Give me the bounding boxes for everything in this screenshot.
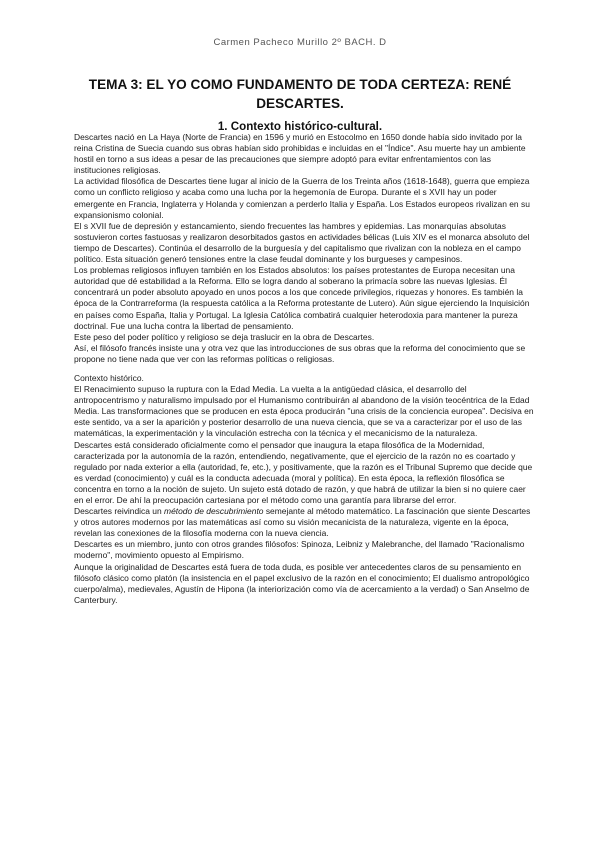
- paragraph-context-heading: Contexto histórico.: [74, 372, 144, 383]
- paragraph-birth: Descartes nació en La Haya (Norte de Francia) en 1596 y murió en Estocolmo en 1650 donde había sido invitado por la reina Cristina de Suecia cuando sus obras habían sido prohibidas e incluidas en el "Índice". Asu muerte hay un ambiente hostil en torno a sus ideas a pesar de las precauciones que siempre adoptó para evitar enfrentamientos con las instituciones religiosas.: [74, 132, 526, 176]
- method-text-before: Descartes reivindica un: [74, 506, 165, 517]
- paragraph-reform-of-knowledge: Así, el filósofo francés insiste una y otra vez que las introducciones de sus obras que la reforma del conocimiento que se propone no tiene nada que ver con las reformas políticas o religiosas.: [74, 342, 526, 364]
- paragraph-rationalism: Descartes es un miembro, junto con otros grandes filósofos: Spinoza, Leibniz y Malebranche, del llamado "Racionalismo moderno", movimiento opuesto al Empirismo.: [74, 539, 525, 561]
- author-header: Carmen Pacheco Murillo 2º BACH. D: [213, 37, 387, 48]
- paragraph-political-weight: Este peso del poder político y religioso se deja traslucir en la obra de Descartes.: [74, 331, 375, 342]
- paragraph-seventeenth-century: El s XVII fue de depresión y estancamiento, siendo frecuentes las hambres y epidemias. Las monarquías absolutas sostuvieron cortes fastuosas y realizaron desorbitados gastos en actividades bélicas (Luis XIV es el monarca absoluto del tiempo de Descartes). Continúa el desarrollo de la burguesía y del capitalismo que rivalizan con la nobleza en el campo político. Esta situación generó tensiones entre la clase feudal dominante y los burgueses y campesinos.: [74, 220, 530, 265]
- paragraph-antecedents: Aunque la originalidad de Descartes está fuera de toda duda, es posible ver antecedentes claros de su pensamiento en filósofo clásico como platón (la insistencia en el papel exclusivo de la razón en el conocimiento; El dualismo antropológico cuerpo/alma), medievales, Agustín de Hipona (la interiorización como vía de acercamiento a la verdad) o San Anselmo de Canterbury.: [74, 561, 530, 605]
- paragraph-thirty-years-war: La actividad filosófica de Descartes tiene lugar al inicio de la Guerra de los Treinta años (1618-1648), guerra que empieza como un conflicto religioso y acaba como una lucha por la hegemonía de Europa. Durante el s XVII hay un poder emergente en Francia, Inglaterra y Holanda y comienzan a perderlo Italia y España. Los Estados europeos rivalizan en su expansionismo colonial.: [74, 176, 530, 220]
- paragraph-modernity: Descartes está considerado oficialmente como el pensador que inaugura la etapa filosófica de la Modernidad, caracterizada por la autonomía de la razón, entendiendo, negativamente, que el ejercicio de la razón no es coartado y regulado por nada exterior a ella (autoridad, fe, etc.), y positivamente, que la razón es el Tribunal Supremo que decide que es verdad (conocimiento) y cuál es la conducta adecuada (moral y política). En esta época, la reflexión filosófica se concentra en torno a la noción de sujeto. Un sujeto está dotado de razón, y que habrá de utilizar la bien si no quiere caer en el error. De ahí la preocupación cartesiana por el método como una garantía para librarse del error.: [74, 439, 533, 505]
- section-title: 1. Contexto histórico-cultural.: [217, 120, 383, 133]
- document-body: [74, 132, 534, 606]
- method-text-after: semejante al método matemático. La fascinación que siente Descartes y otros autores modernos por las matemáticas así como su visión mecanicista de la naturaleza, vigente en la época, revelan las conexiones de la filosofía moderna con la nueva ciencia.: [74, 506, 531, 539]
- paragraph-religious-problems: Los problemas religiosos influyen también en los Estados absolutos: los países protestantes de Europa necesitan una autoridad que dé estabilidad a la Reforma. Ello se logra dando al soberano la primacía sobre las nuevas Iglesias. Él concentrará un poder absoluto apoyado en unos pocos a los que concede privilegios, riquezas y honores. Es también la época de la Contrarreforma (la respuesta católica a la Reforma protestante de Lutero). Aún sigue ejerciendo la Inquisición en países como España, Italia y Portugal. La Iglesia Católica combatirá cualquier heterodoxia para mantener la pureza doctrinal. Fue una lucha contra la libertad de pensamiento.: [74, 265, 530, 331]
- method-italic: método de descubrimiento: [164, 506, 264, 517]
- document-title: TEMA 3: EL YO COMO FUNDAMENTO DE TODA CERTEZA: RENÉ DESCARTES.: [88, 77, 512, 111]
- paragraph-renaissance: El Renacimiento supuso la ruptura con la Edad Media. La vuelta a la antigüedad clásica, el desarrollo del antropocentrismo y naturalismo impulsado por el Humanismo contribuirán al abandono de la visión teocéntrica de la Edad Media. Las transformaciones que se producen en esta época producirán "una crisis de la conciencia europea". Decisiva en este sentido, va a ser la aparición y posterior desarrollo de una nueva ciencia, que se va a caracterizar por el uso de las matemáticas, la experimentación y la vinculación estrecha con la técnica y el mecanicismo de la naturaleza.: [74, 384, 534, 439]
- paragraph-method: [74, 506, 534, 539]
